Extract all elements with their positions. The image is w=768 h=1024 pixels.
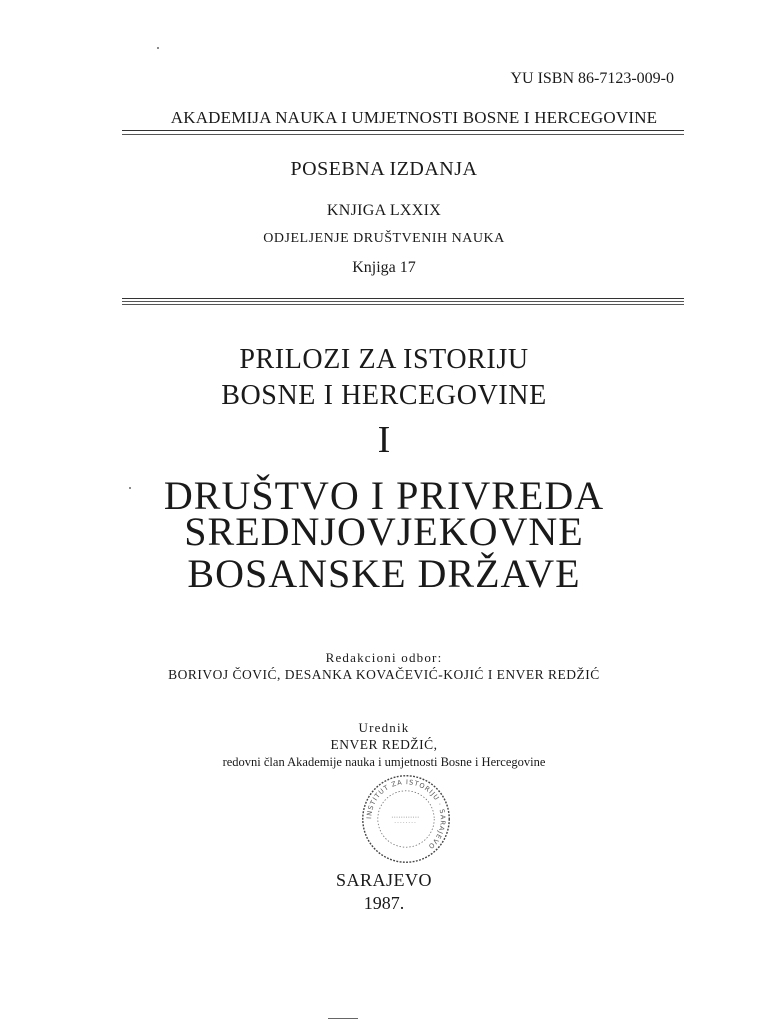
series-title: POSEBNA IZDANJA — [290, 158, 478, 180]
editor-role: redovni član Akademije nauka i umjetnosti Bosne i Hercegovine — [222, 755, 546, 769]
imprint-city: SARAJEVO — [335, 870, 432, 890]
middle-rule-triple — [122, 304, 684, 305]
academy-name: AKADEMIJA NAUKA I UMJETNOSTI BOSNE I HERCEGOVINE — [170, 108, 658, 127]
svg-text:INSTITUT ZA ISTORIJU · SARAJEV — [365, 778, 447, 851]
department: ODJELJENJE DRUŠTVENIH NAUKA — [263, 231, 505, 246]
paper-speck — [328, 1018, 358, 1019]
subtitle-line-3: BOSANSKE DRŽAVE — [187, 551, 581, 596]
main-title-line-1: PRILOZI ZA ISTORIJU — [239, 344, 529, 375]
sub-book-number: Knjiga 17 — [352, 259, 416, 276]
volume-number: I — [377, 419, 391, 461]
book-number: KNJIGA LXXIX — [326, 202, 442, 219]
stamp-outer-text: INSTITUT ZA ISTORIJU · SARAJEVO — [365, 778, 447, 851]
library-stamp-icon — [359, 772, 453, 866]
subtitle-line-1: DRUŠTVO I PRIVREDA — [163, 473, 605, 518]
subtitle-line-2: SREDNJOVJEKOVNE — [184, 509, 584, 554]
editorial-board-names: BORIVOJ ČOVIĆ, DESANKA KOVAČEVIĆ-KOJIĆ I ENVER REDŽIĆ — [168, 667, 600, 682]
isbn: YU ISBN 86-7123-009-0 — [510, 70, 674, 87]
paper-speck — [157, 47, 159, 49]
editor-label: Urednik — [358, 720, 410, 735]
main-title-line-2: BOSNE I HERCEGOVINE — [221, 380, 547, 411]
imprint-year: 1987. — [363, 893, 405, 913]
paper-speck — [129, 487, 131, 489]
top-rule — [122, 130, 684, 131]
middle-rule-double — [122, 301, 684, 302]
top-rule-double — [122, 134, 684, 135]
editorial-board-label: Redakcioni odbor: — [325, 650, 443, 665]
editor-name: ENVER REDŽIĆ, — [330, 737, 438, 752]
middle-rule — [122, 298, 684, 299]
